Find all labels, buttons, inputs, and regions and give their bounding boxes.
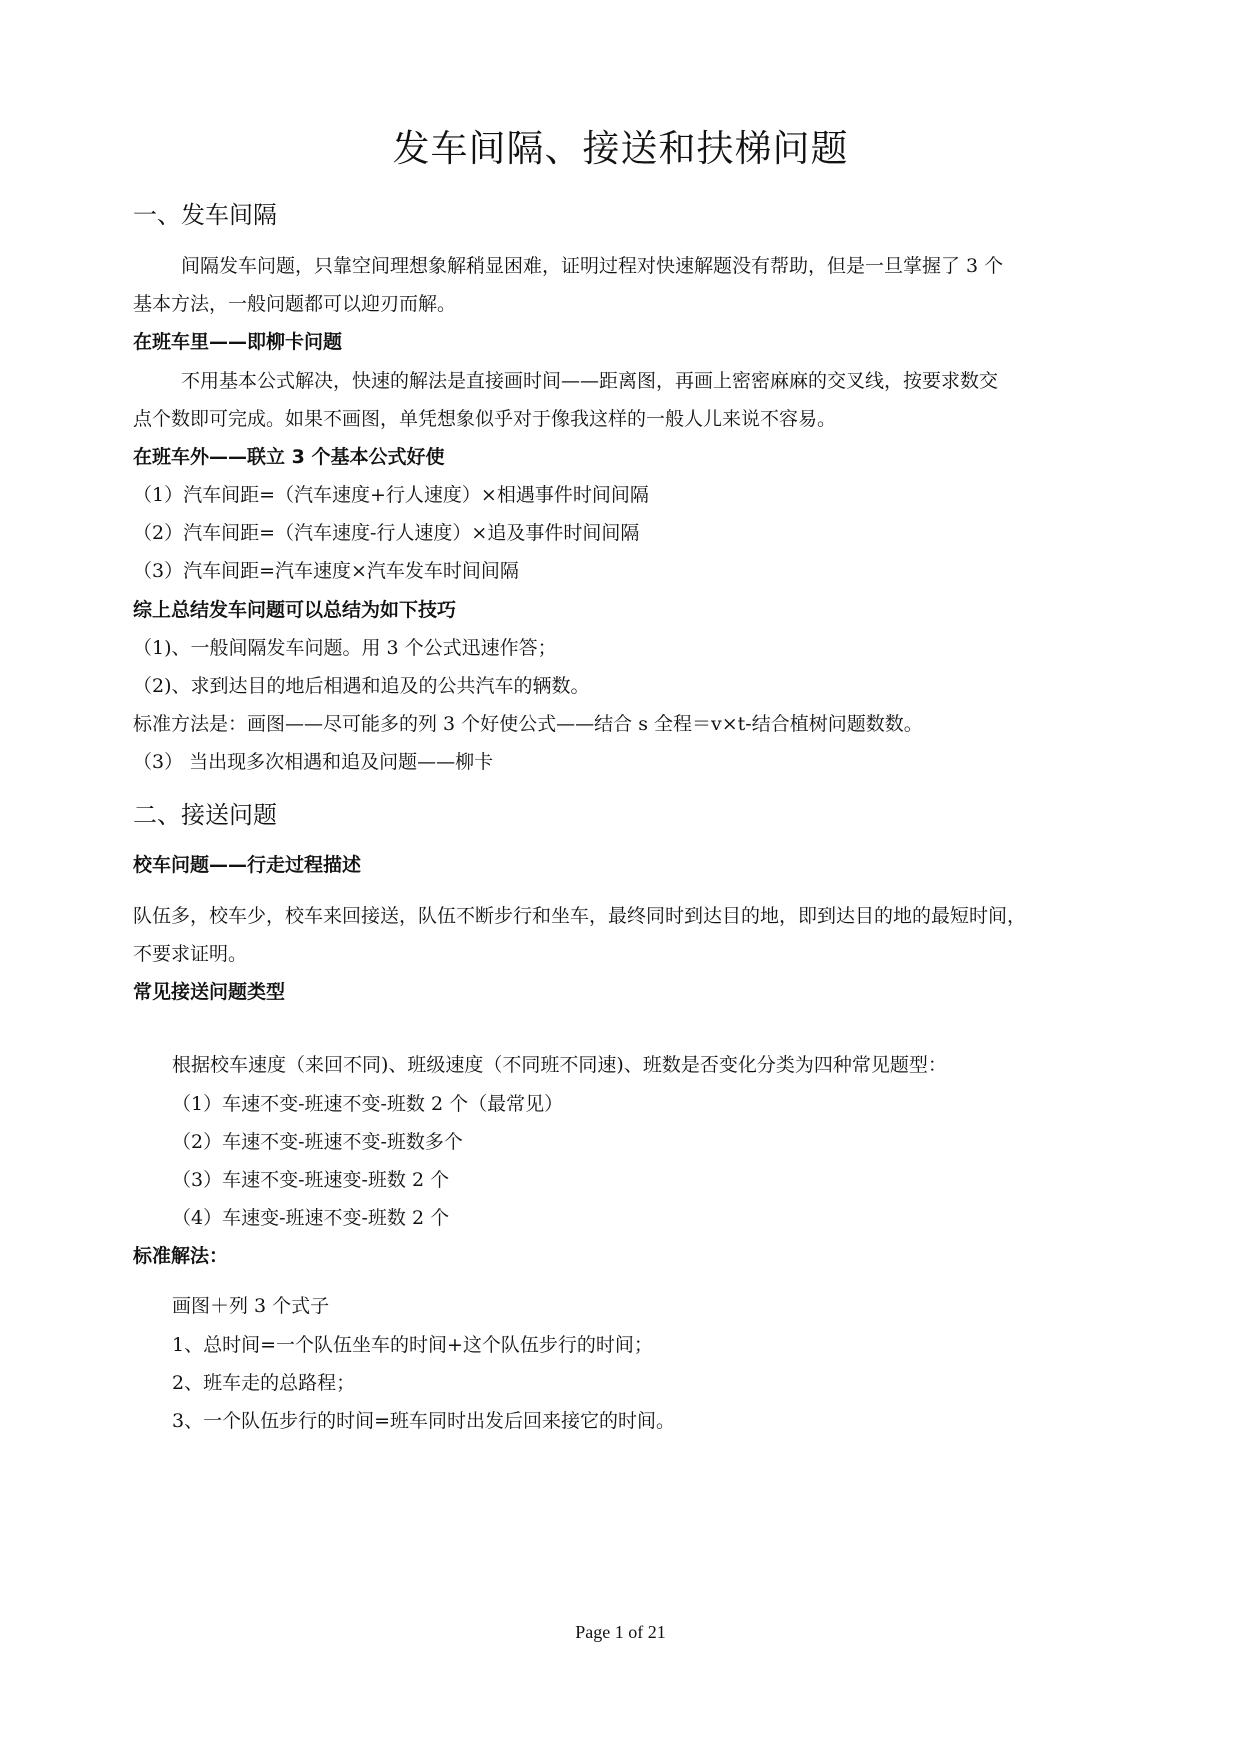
section-heading-interval: 一、发车间隔 xyxy=(133,201,277,229)
type-line: （2）车速不变-班速不变-班数多个 xyxy=(172,1131,463,1153)
type-line: （4）车速变-班速不变-班数 2 个 xyxy=(172,1207,450,1229)
page-footer: Page 1 of 21 xyxy=(575,1622,666,1642)
tip-line: 标准方法是：画图——尽可能多的列 3 个好使公式——结合 s 全程＝v×t-结合植树问题数数。 xyxy=(133,713,923,735)
subheading-school-bus: 校车问题——行走过程描述 xyxy=(133,854,362,876)
paragraph-line: 基本方法，一般问题都可以迎刃而解。 xyxy=(133,293,457,315)
method-line: 1、总时间=一个队伍坐车的时间+这个队伍步行的时间； xyxy=(172,1334,653,1356)
tip-line: （2)、求到达目的地后相遇和追及的公共汽车的辆数。 xyxy=(133,675,590,697)
method-line: 2、班车走的总路程； xyxy=(172,1372,356,1394)
paragraph-line: 不用基本公式解决，快速的解法是直接画时间——距离图，再画上密密麻麻的交叉线，按要求数交 xyxy=(181,370,999,392)
subheading-outside-bus: 在班车外——联立 3 个基本公式好使 xyxy=(133,446,445,468)
paragraph-line: 间隔发车问题，只靠空间理想象解稍显困难，证明过程对快速解题没有帮助，但是一旦掌握了 3 个 xyxy=(181,255,1004,277)
paragraph-line: 队伍多，校车少，校车来回接送，队伍不断步行和坐车，最终同时到达目的地，即到达目的地的最短时间， xyxy=(133,905,1027,927)
subheading-inside-bus: 在班车里——即柳卡问题 xyxy=(133,331,343,353)
paragraph-line: 不要求证明。 xyxy=(133,943,248,965)
type-line: （3）车速不变-班速变-班数 2 个 xyxy=(172,1169,450,1191)
paragraph-line: 点个数即可完成。如果不画图，单凭想象似乎对于像我这样的一般人儿来说不容易。 xyxy=(133,408,837,430)
formula-line: （2）汽车间距=（汽车速度-行人速度）×追及事件时间间隔 xyxy=(133,522,640,544)
subheading-summary: 综上总结发车问题可以总结为如下技巧 xyxy=(133,599,457,621)
formula-line: （3）汽车间距=汽车速度×汽车发车时间间隔 xyxy=(133,560,519,582)
section-heading-pickup: 二、接送问题 xyxy=(133,801,277,829)
type-line: （1）车速不变-班速不变-班数 2 个（最常见） xyxy=(172,1093,564,1115)
tip-line: （1)、一般间隔发车问题。用 3 个公式迅速作答； xyxy=(133,637,557,659)
paragraph-line: 根据校车速度（来回不同)、班级速度（不同班不同速)、班数是否变化分类为四种常见题型： xyxy=(172,1054,947,1076)
subheading-standard-method: 标准解法： xyxy=(133,1245,229,1267)
subheading-common-types: 常见接送问题类型 xyxy=(133,981,286,1003)
tip-line: （3） 当出现多次相遇和追及问题——柳卡 xyxy=(133,751,494,773)
document-title: 发车间隔、接送和扶梯问题 xyxy=(392,127,849,170)
method-line: 3、一个队伍步行的时间=班车同时出发后回来接它的时间。 xyxy=(172,1410,676,1432)
formula-line: （1）汽车间距=（汽车速度+行人速度）×相遇事件时间间隔 xyxy=(133,484,649,506)
method-intro: 画图＋列 3 个式子 xyxy=(172,1295,330,1317)
